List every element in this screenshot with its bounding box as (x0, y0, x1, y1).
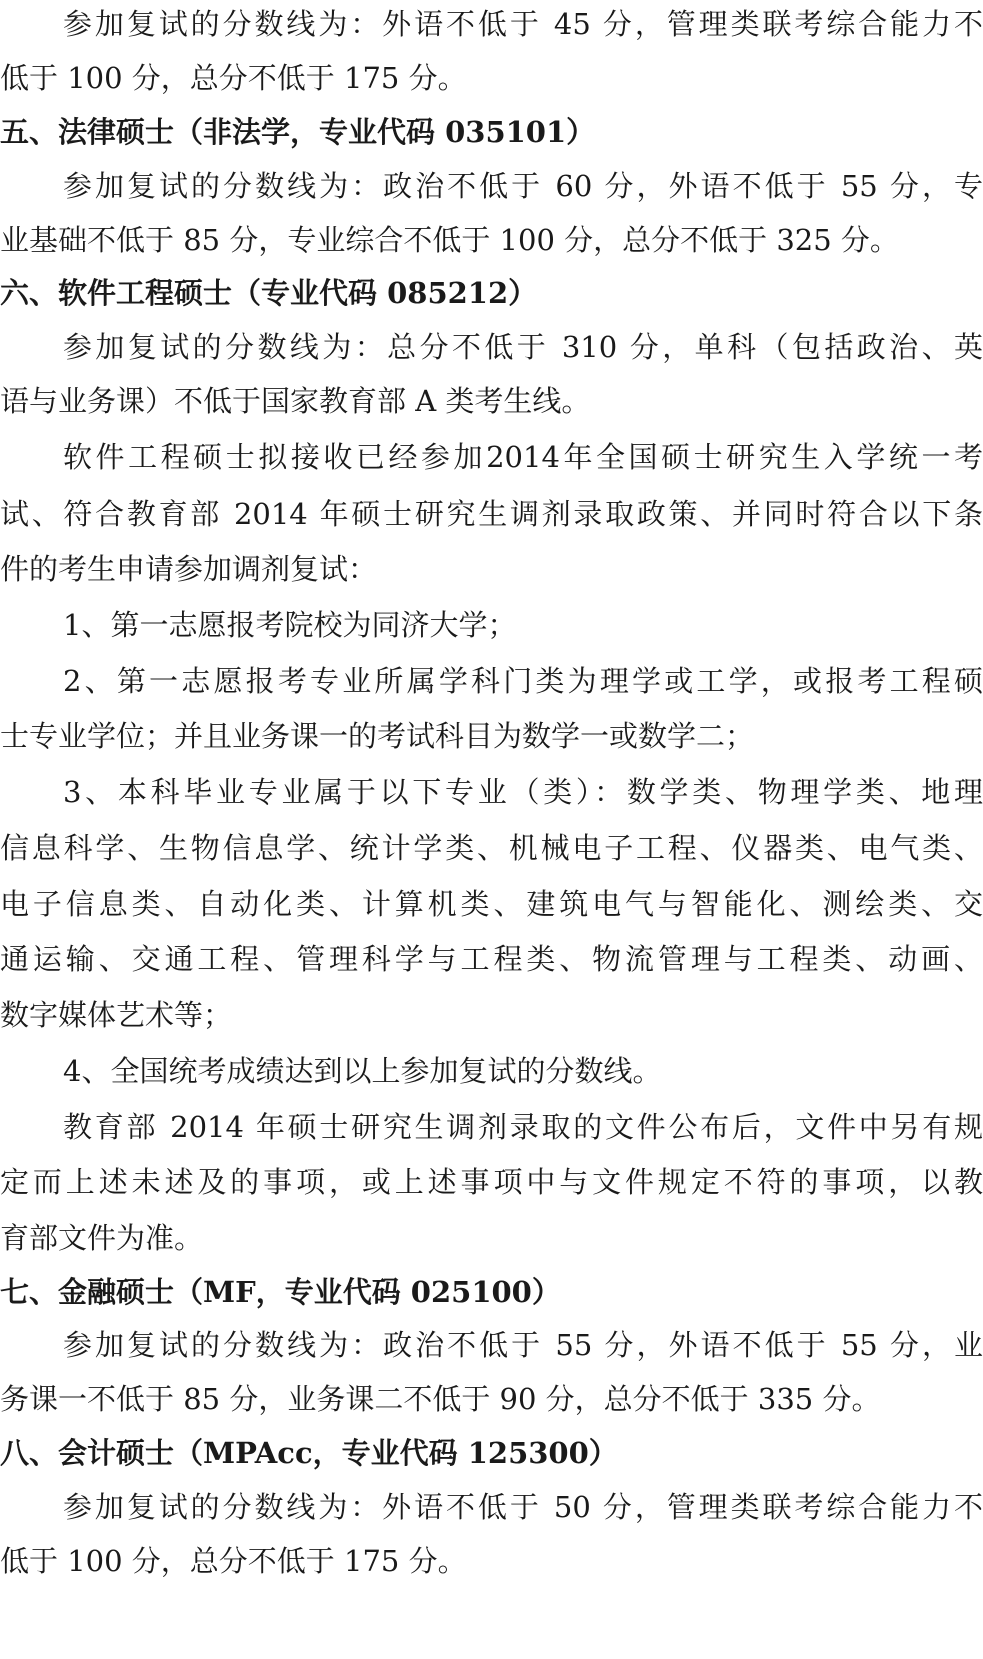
paragraph-line: 定而上述未述及的事项，或上述事项中与文件规定不符的事项，以教 (0, 1165, 983, 1199)
paragraph-line: 参加复试的分数线为：政治不低于 55 分，外语不低于 55 分，业 (63, 1328, 983, 1362)
paragraph-line: 士专业学位；并且业务课一的考试科目为数学一或数学二； (0, 719, 755, 753)
list-item: 4、全国统考成绩达到以上参加复试的分数线。 (63, 1054, 662, 1088)
paragraph-line: 通运输、交通工程、管理科学与工程类、物流管理与工程类、动画、 (0, 942, 983, 976)
list-item: 2、第一志愿报考专业所属学科门类为理学或工学，或报考工程硕 (63, 664, 983, 698)
paragraph-line: 低于 100 分，总分不低于 175 分。 (0, 61, 467, 95)
paragraph-line: 试、符合教育部 2014 年硕士研究生调剂录取政策、并同时符合以下条 (0, 497, 983, 531)
paragraph-line: 参加复试的分数线为：政治不低于 60 分，外语不低于 55 分，专 (63, 169, 983, 203)
section-heading-5: 五、法律硕士（非法学，专业代码 035101） (0, 115, 596, 149)
paragraph-line: 件的考生申请参加调剂复试： (0, 552, 378, 586)
paragraph-line: 语与业务课）不低于国家教育部 A 类考生线。 (0, 384, 591, 418)
section-heading-8: 八、会计硕士（MPAcc，专业代码 125300） (0, 1436, 618, 1470)
list-item: 1、第一志愿报考院校为同济大学； (63, 608, 517, 642)
paragraph-line: 数字媒体艺术等； (0, 998, 233, 1032)
paragraph-line: 务课一不低于 85 分，业务课二不低于 90 分，总分不低于 335 分。 (0, 1382, 881, 1416)
section-heading-6: 六、软件工程硕士（专业代码 085212） (0, 276, 538, 310)
paragraph-line: 教育部 2014 年硕士研究生调剂录取的文件公布后，文件中另有规 (63, 1110, 983, 1144)
paragraph-line: 参加复试的分数线为：总分不低于 310 分，单科（包括政治、英 (63, 330, 983, 364)
list-item: 3、本科毕业专业属于以下专业（类）：数学类、物理学类、地理 (63, 775, 983, 809)
paragraph-line: 信息科学、生物信息学、统计学类、机械电子工程、仪器类、电气类、 (0, 831, 983, 865)
paragraph-line: 低于 100 分，总分不低于 175 分。 (0, 1544, 467, 1578)
paragraph-line: 电子信息类、自动化类、计算机类、建筑电气与智能化、测绘类、交 (0, 887, 983, 921)
paragraph-line: 参加复试的分数线为：外语不低于 50 分，管理类联考综合能力不 (63, 1490, 983, 1524)
paragraph-line: 参加复试的分数线为：外语不低于 45 分，管理类联考综合能力不 (63, 7, 983, 41)
paragraph-line: 业基础不低于 85 分，专业综合不低于 100 分，总分不低于 325 分。 (0, 223, 899, 257)
section-heading-7: 七、金融硕士（MF，专业代码 025100） (0, 1275, 561, 1309)
paragraph-line: 育部文件为准。 (0, 1221, 204, 1255)
paragraph-line: 软件工程硕士拟接收已经参加2014年全国硕士研究生入学统一考 (63, 440, 983, 474)
